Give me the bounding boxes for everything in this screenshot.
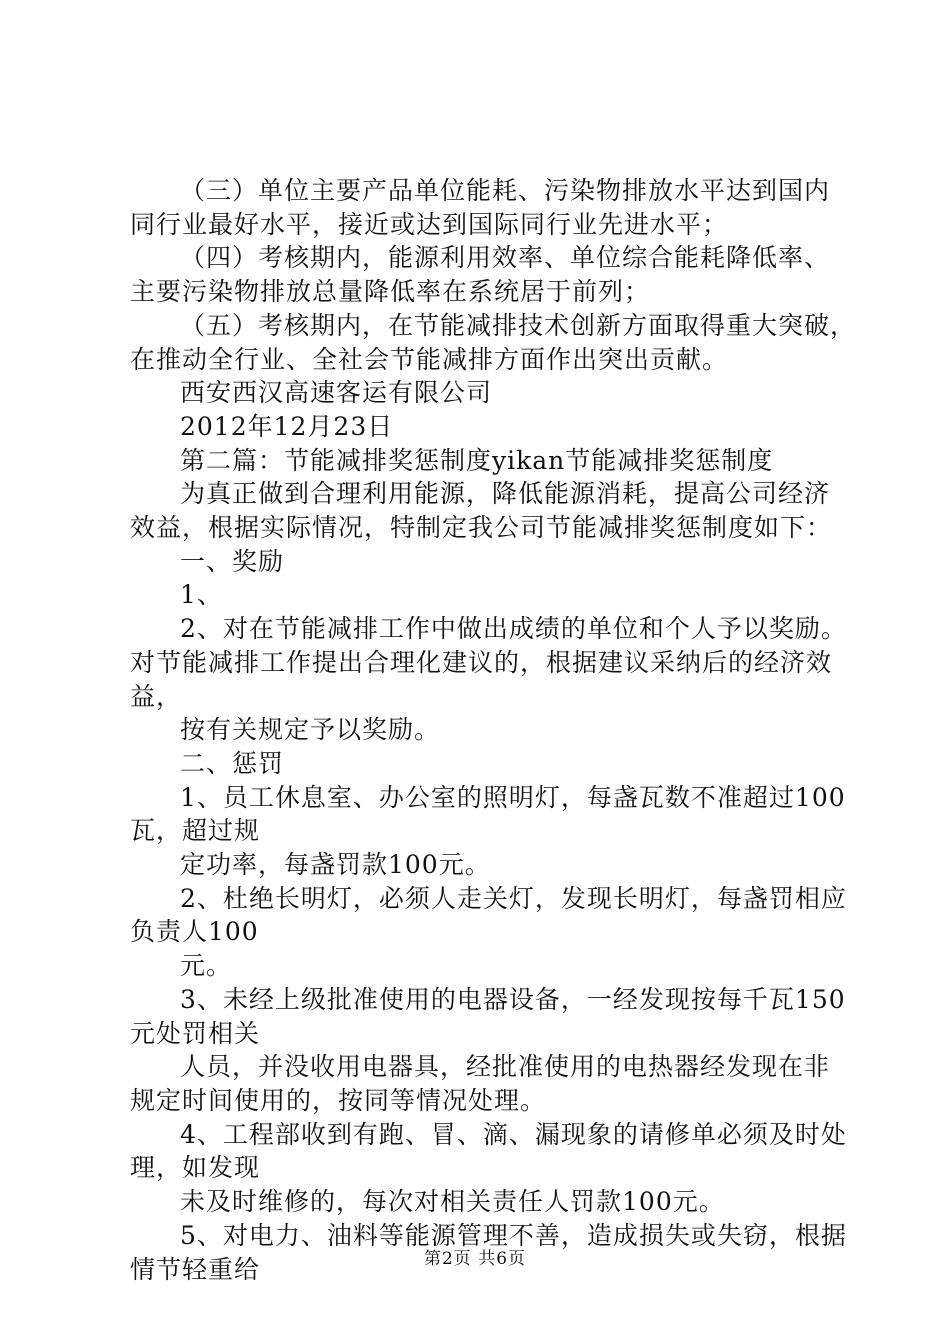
page-footer: 第2页 共6页 bbox=[423, 1249, 527, 1269]
text-line: 2、杜绝长明灯，必须人走关灯，发现长明灯，每盏罚相应 bbox=[180, 883, 847, 913]
text-line: 理，如发现 bbox=[130, 1153, 261, 1183]
document-body bbox=[130, 174, 857, 1286]
text-line: 5、对电力、油料等能源管理不善，造成损失或失窃，根据 bbox=[180, 1220, 847, 1250]
text-line: 为真正做到合理利用能源，降低能源消耗，提高公司经济 bbox=[180, 479, 831, 509]
text-line: 定功率，每盏罚款100元。 bbox=[180, 850, 491, 880]
text-line: 4、工程部收到有跑、冒、滴、漏现象的请修单必须及时处 bbox=[180, 1119, 847, 1149]
text-line: （五）考核期内，在节能减排技术创新方面取得重大突破， bbox=[180, 310, 857, 340]
text-line: 主要污染物排放总量降低率在系统居于前列； bbox=[130, 277, 651, 307]
text-line: 规定时间使用的，按同等情况处理。 bbox=[130, 1085, 547, 1115]
text-line: 瓦，超过规 bbox=[130, 816, 261, 846]
text-line: 情节轻重给 bbox=[130, 1254, 261, 1284]
text-line: 2、对在节能减排工作中做出成绩的单位和个人予以奖励。 bbox=[180, 614, 847, 644]
text-line: 1、 bbox=[180, 580, 223, 610]
text-line: 同行业最好水平，接近或达到国际同行业先进水平； bbox=[130, 209, 729, 239]
text-line: 对节能减排工作提出合理化建议的，根据建议采纳后的经济效 bbox=[130, 647, 833, 677]
text-line: （四）考核期内，能源利用效率、单位综合能耗降低率、 bbox=[180, 243, 831, 273]
text-line: 二、惩罚 bbox=[180, 748, 285, 778]
text-line: 第二篇：节能减排奖惩制度yikan节能减排奖惩制度 bbox=[180, 445, 774, 475]
text-line: 在推动全行业、全社会节能减排方面作出突出贡献。 bbox=[130, 344, 729, 374]
text-line: 一、奖励 bbox=[180, 546, 285, 576]
text-line: 未及时维修的，每次对相关责任人罚款100元。 bbox=[180, 1187, 725, 1217]
text-line: 1、员工休息室、办公室的照明灯，每盏瓦数不准超过100 bbox=[180, 782, 846, 812]
text-line: 元。 bbox=[180, 951, 233, 981]
text-line: 益， bbox=[130, 681, 183, 711]
text-line: 西安西汉高速客运有限公司 bbox=[180, 378, 493, 408]
text-line: 2012年12月23日 bbox=[180, 411, 394, 441]
text-line: 负责人100 bbox=[130, 917, 259, 947]
text-line: （三）单位主要产品单位能耗、污染物排放水平达到国内 bbox=[180, 176, 831, 205]
text-line: 按有关规定予以奖励。 bbox=[180, 715, 441, 745]
text-line: 元处罚相关 bbox=[130, 1018, 261, 1048]
text-line: 3、未经上级批准使用的电器设备，一经发现按每千瓦150 bbox=[180, 984, 846, 1014]
text-line: 效益，根据实际情况，特制定我公司节能减排奖惩制度如下： bbox=[130, 513, 833, 543]
text-line: 人员，并没收用电器具，经批准使用的电热器经发现在非 bbox=[180, 1052, 831, 1082]
